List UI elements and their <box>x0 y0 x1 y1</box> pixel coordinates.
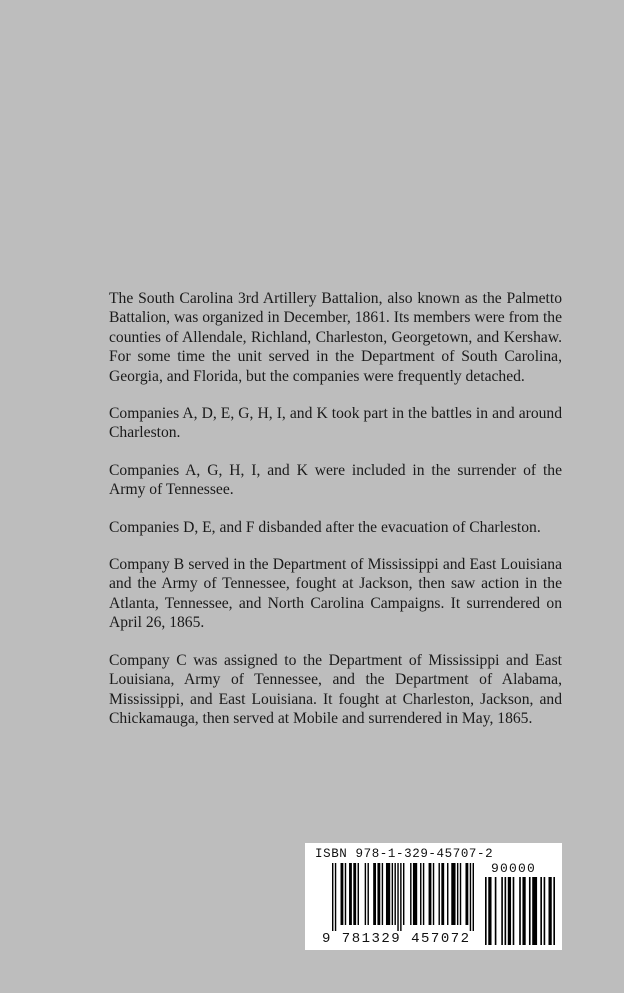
blurb-paragraph: Companies D, E, and F disbanded after the evacuation of Charleston. <box>109 518 541 536</box>
barcode-bars-main <box>332 863 474 931</box>
barcode-bar <box>377 863 380 925</box>
barcode-bar <box>532 877 537 945</box>
barcode-bar <box>473 863 474 931</box>
blurb-paragraph: Companies A, G, H, I, and K were included in the surrender of the Army of Tennessee. <box>109 461 562 499</box>
barcode-bar <box>447 863 448 925</box>
barcode-bar <box>386 863 390 925</box>
barcode-bar <box>423 863 424 925</box>
barcode-bar <box>540 877 542 945</box>
barcode-bars-addon <box>485 877 555 945</box>
barcode-bar <box>358 863 359 925</box>
blurb-paragraph: Company C was assigned to the Department of Mississippi and East Louisiana, Army of Tennessee, and the Department of Alabama, Mississippi, and East Louisiana. It fought at Charleston, Jackson, and Chickamauga, then served at Mobile and surrendered in May, 1865. <box>109 651 562 727</box>
barcode-bar <box>349 863 352 925</box>
blurb-paragraph: The South Carolina 3rd Artillery Battalion, also known as the Palmetto Battalion, was organized in December, 1861. Its members were from the counties of Allendale, Richland, Charleston, Georgetown, and Kershaw. For some time the unit served in the Department of South Carolina, Georgia, and Florida, but the companies were frequently detached. <box>109 290 562 385</box>
barcode-bar <box>529 877 531 945</box>
barcode-bar <box>373 863 376 925</box>
barcode-bar <box>382 863 383 925</box>
barcode-bar <box>429 863 432 925</box>
isbn-label: ISBN 978-1-329-45707-2 <box>315 847 494 861</box>
barcode-bar <box>332 863 333 931</box>
barcode-bar <box>513 877 515 945</box>
barcode-bar <box>400 863 401 931</box>
barcode-bar <box>501 877 503 945</box>
barcode-bar <box>439 863 440 925</box>
barcode-bar <box>368 863 369 925</box>
blurb-paragraph: Companies A, D, E, G, H, I, and K took part in the battles in and around Charleston. <box>109 405 562 442</box>
back-cover-blurb <box>109 289 562 746</box>
barcode-bar <box>488 877 491 945</box>
barcode-bar <box>519 877 521 945</box>
barcode-bar <box>544 877 546 945</box>
barcode-bar <box>433 863 434 925</box>
barcode-bar <box>522 877 525 945</box>
barcode-bar <box>451 863 455 925</box>
barcode-bar <box>548 877 551 945</box>
price-code: 90000 <box>491 861 537 876</box>
barcode-bar <box>345 863 346 925</box>
blurb-paragraph: Company B served in the Department of Mississippi and East Louisiana and the Army of Tennessee, fought at Jackson, then saw action in the Atlanta, Tennessee, and North Carolina Campaigns. It surrendered on April 26, 1865. <box>109 556 562 632</box>
barcode-bar <box>410 863 411 925</box>
barcode-bar <box>365 863 366 925</box>
barcode-bar <box>441 863 444 925</box>
barcode-bar <box>341 863 344 925</box>
barcode-bar <box>460 863 461 925</box>
barcode-bar <box>485 877 487 945</box>
barcode-bar <box>457 863 458 925</box>
barcode-bar <box>495 877 497 945</box>
barcode-bar <box>397 863 398 931</box>
barcode-bar <box>353 863 356 925</box>
barcode-bar <box>413 863 417 925</box>
barcode-digits: 9 781329 457072 <box>322 931 471 947</box>
barcode-bar <box>470 863 471 931</box>
barcode-bar <box>420 863 421 925</box>
barcode-bar <box>335 863 336 931</box>
isbn-barcode <box>305 843 562 950</box>
barcode-bar <box>553 877 555 945</box>
barcode-bar <box>465 863 468 925</box>
barcode-bar <box>394 863 395 925</box>
barcode-bar <box>403 863 404 925</box>
barcode-bar <box>392 863 393 925</box>
barcode-bar <box>508 877 511 945</box>
barcode-bar <box>505 877 507 945</box>
